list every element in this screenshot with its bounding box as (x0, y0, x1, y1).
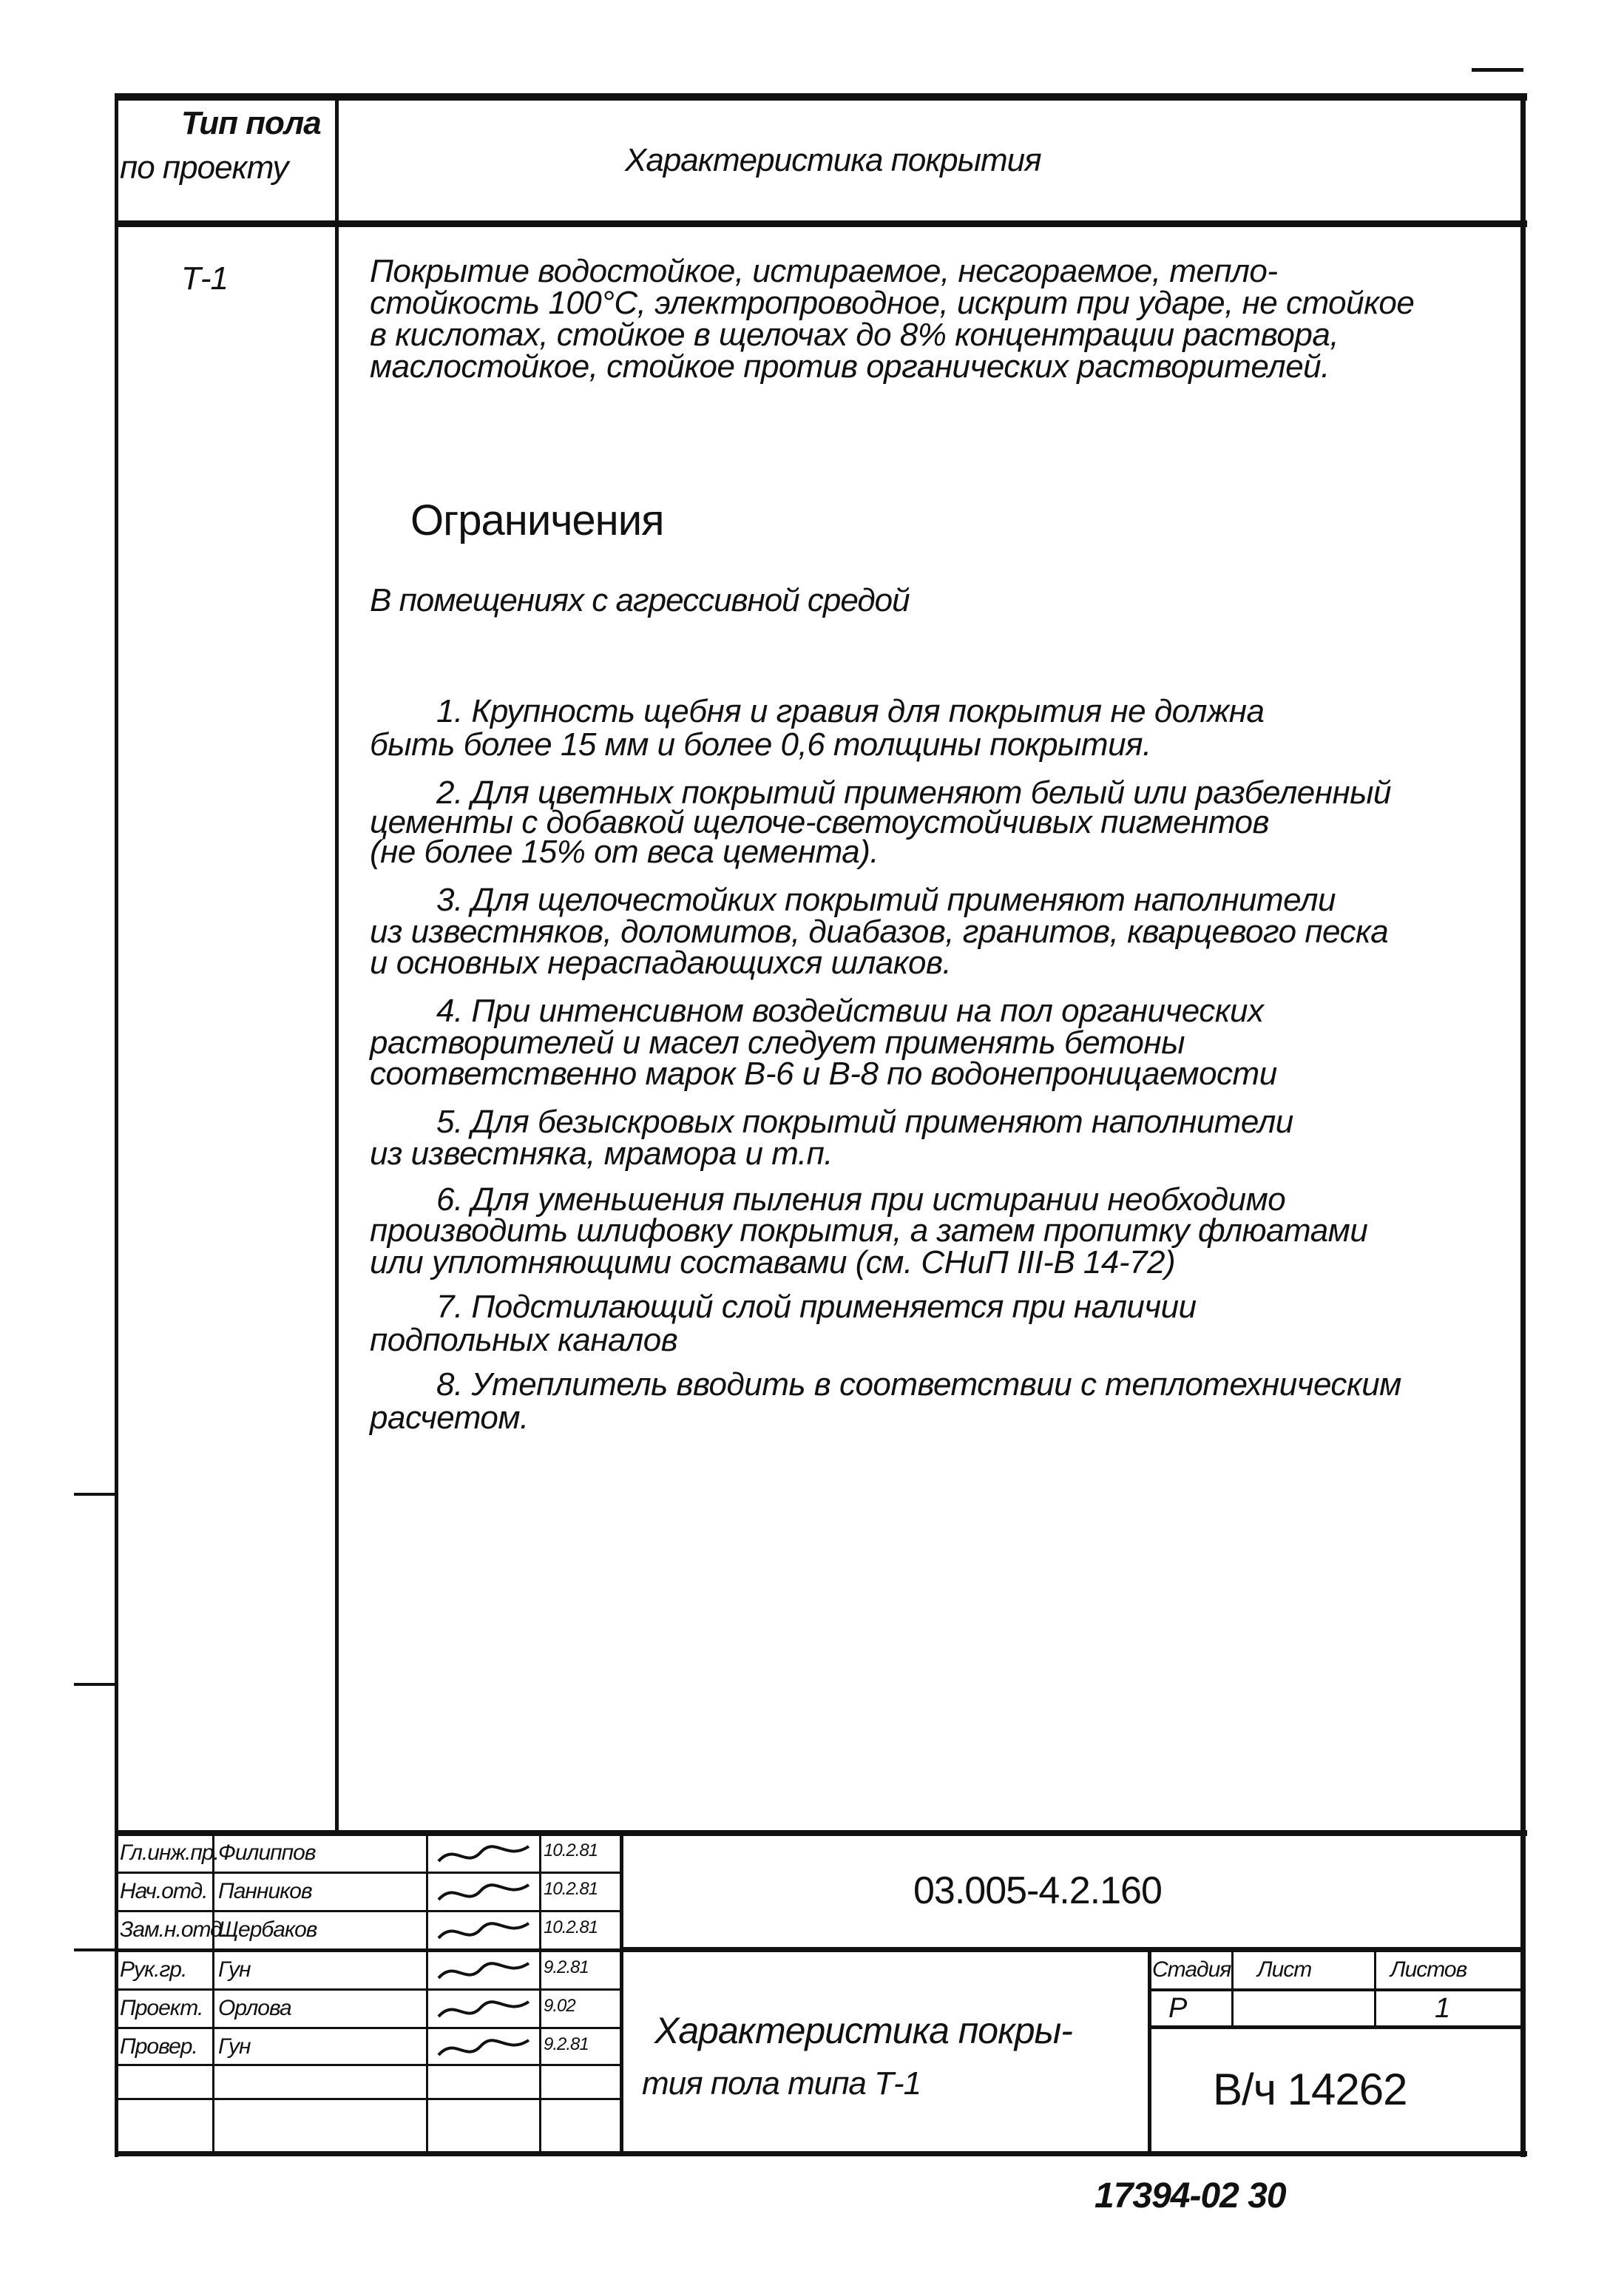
signer-name: Панников (218, 1879, 312, 1903)
sheets-value: 1 (1435, 1993, 1450, 2024)
signature-mark (433, 1839, 536, 1872)
sheets-label: Листов (1390, 1957, 1467, 1982)
note-line: и основных нераспадающихся шлаков. (370, 945, 952, 981)
note-line: 7. Подстилающий слой применяется при наличии (436, 1289, 1197, 1325)
designation: 03.005-4.2.160 (913, 1869, 1162, 1912)
signature-mark (433, 1877, 536, 1910)
tb-col (426, 1833, 428, 2153)
note-line: 1. Крупность щебня и гравия для покрытия не должна (436, 693, 1265, 729)
note-line: быть более 15 мм и более 0,6 толщины покрытия. (370, 726, 1151, 763)
signer-date: 10.2.81 (544, 1917, 598, 1937)
tb-signer-row-line (115, 1950, 621, 1952)
note-line: растворителей и масел следует применять бетоны (370, 1025, 1185, 1061)
note-line: расчетом. (370, 1400, 529, 1436)
description-line: маслостойкое, стойкое против органических растворителей. (370, 348, 1330, 385)
signer-date: 10.2.81 (544, 1840, 598, 1860)
note-line: 3. Для щелочестойких покрытий применяют наполнители (436, 882, 1336, 918)
tb-top (115, 1830, 1527, 1836)
column-divider (335, 96, 339, 1835)
stage-value: Р (1168, 1993, 1187, 2024)
note-line: 8. Утеплитель вводить в соответствии с теплотехническим (436, 1366, 1401, 1403)
signer-role: Гл.инж.пр. (120, 1840, 219, 1865)
header-type-label-2: по проекту (120, 149, 288, 186)
signature-mark (433, 2033, 536, 2065)
note-line: соответственно марок В-6 и В-8 по водонепроницаемости (370, 1056, 1277, 1092)
signer-date: 10.2.81 (544, 1879, 598, 1899)
signature-mark (433, 1994, 536, 2027)
signer-date: 9.2.81 (544, 1957, 589, 1977)
signer-role: Зам.н.отд. (120, 1917, 228, 1942)
note-line: из известняков, доломитов, диабазов, гранитов, кварцевого песка (370, 914, 1389, 950)
tb-signer-row-line (115, 1872, 621, 1874)
tb-row (1148, 2025, 1525, 2029)
tb-signer-row-line (115, 1910, 621, 1912)
frame-right (1520, 93, 1526, 2157)
note-line: 4. При интенсивном воздействии на пол органических (436, 993, 1264, 1029)
note-line: из известняка, мрамора и т.п. (370, 1136, 833, 1172)
limits-title: Ограничения (410, 496, 664, 544)
note-line: 6. Для уменьшения пыления при истирании необходимо (436, 1181, 1286, 1218)
description-line: в кислотах, стойкое в щелочах до 8% концентрации раствора, (370, 317, 1339, 353)
sheet-title-2: тия пола типа Т-1 (642, 2065, 921, 2102)
signer-date: 9.02 (544, 1996, 575, 2016)
margin-tick (74, 1683, 117, 1686)
note-line: цементы с добавкой щелоче-светоустойчивых пигментов (370, 804, 1269, 840)
margin-tick (1472, 68, 1523, 72)
signer-role: Провер. (120, 2034, 197, 2059)
signer-role: Проект. (120, 1996, 203, 2020)
signer-role: Рук.гр. (120, 1957, 187, 1982)
frame-left (115, 93, 118, 2157)
signer-name: Филиппов (218, 1840, 316, 1865)
org-code: В/ч 14262 (1213, 2065, 1407, 2114)
margin-tick (74, 1493, 117, 1496)
frame-top (115, 93, 1527, 101)
signer-name: Щербаков (218, 1917, 317, 1942)
signer-name: Гун (218, 2034, 251, 2059)
footer-stamp: 17394-02 30 (1094, 2176, 1286, 2216)
note-line: (не более 15% от веса цемента). (370, 834, 879, 870)
note-line: или уплотняющими составами (см. СНиП III-В 14-72) (370, 1244, 1176, 1280)
description-line: стойкость 100°С, электропроводное, искрит при ударе, не стойкое (370, 285, 1415, 321)
sheet-label: Лист (1257, 1957, 1312, 1982)
margin-tick (74, 1948, 117, 1951)
note-line: 5. Для безыскровых покрытий применяют наполнители (436, 1104, 1293, 1140)
note-line: 2. Для цветных покрытий применяют белый или разбеленный (436, 775, 1392, 811)
tb-signer-row-line (115, 2064, 621, 2066)
note-line: подпольных каналов (370, 1322, 678, 1358)
stage-label: Стадия (1152, 1957, 1231, 1982)
signature-mark (433, 1916, 536, 1948)
tb-mid (620, 1947, 1526, 1952)
tb-row (1148, 1988, 1525, 1991)
tb-signer-row-line (115, 2027, 621, 2029)
tb-col (212, 1833, 214, 2153)
signature-mark (433, 1956, 536, 1988)
signer-name: Орлова (218, 1996, 291, 2020)
note-line: производить шлифовку покрытия, а затем пропитку флюатами (370, 1212, 1368, 1249)
header-type-label: Тип пола (181, 105, 321, 141)
tb-col (539, 1833, 541, 2153)
signer-name: Гун (218, 1957, 251, 1982)
limits-text: В помещениях с агрессивной средой (370, 582, 910, 618)
floor-type: Т-1 (181, 260, 228, 297)
description-line: Покрытие водостойкое, истираемое, несгораемое, тепло- (370, 253, 1278, 289)
tb-signer-row-line (115, 1988, 621, 1991)
frame-bottom (115, 2151, 1527, 2156)
tb-col (1148, 1950, 1151, 2153)
sheet-title-1: Характеристика покры- (654, 2010, 1072, 2051)
signer-role: Нач.отд. (120, 1879, 208, 1903)
header-characteristic: Характеристика покрытия (625, 142, 1041, 178)
tb-col (620, 1833, 623, 2153)
header-divider (115, 220, 1527, 227)
signer-date: 9.2.81 (544, 2034, 589, 2054)
tb-signer-row-line (115, 2098, 621, 2100)
